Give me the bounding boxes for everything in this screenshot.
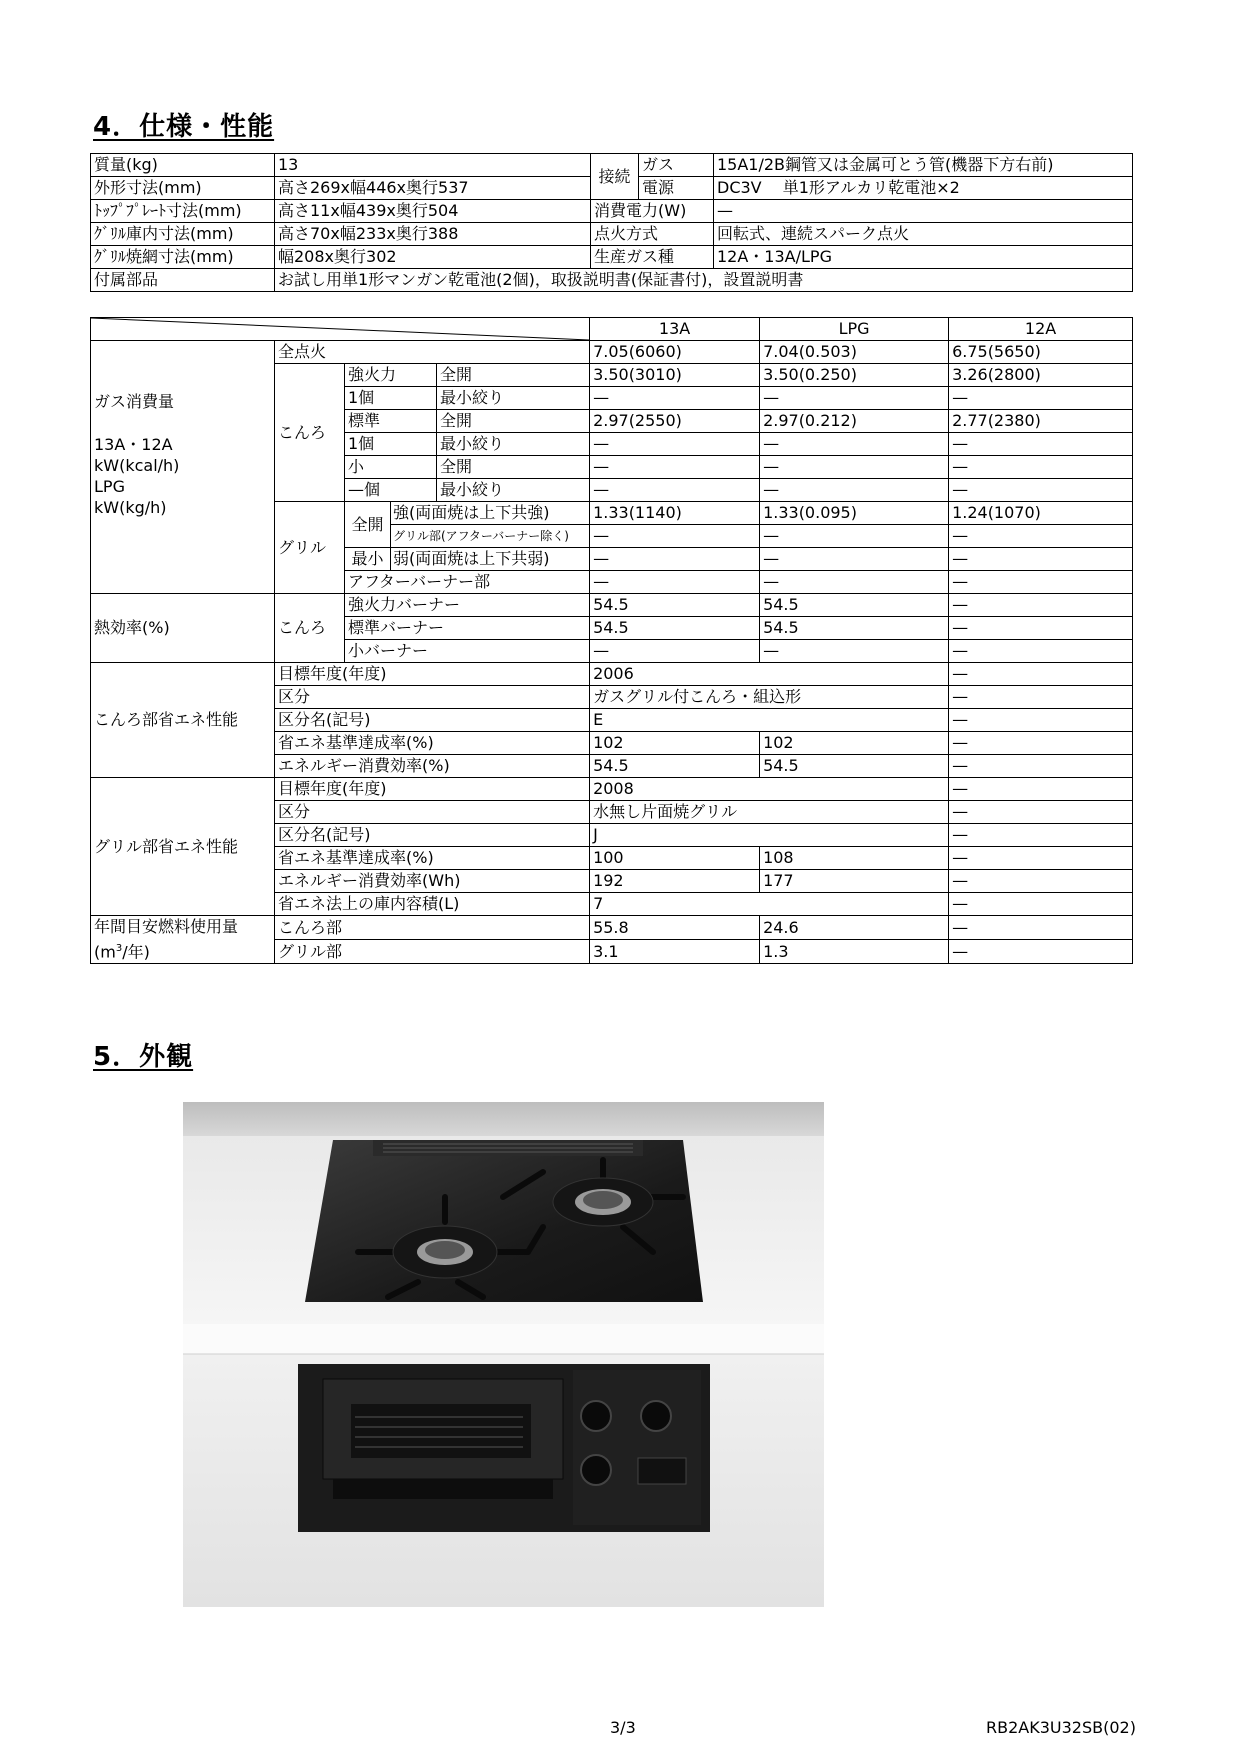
- std-label: 標準: [345, 410, 437, 433]
- cell-value: —: [949, 732, 1133, 755]
- gas-value: 15A1/2B鋼管又は金属可とう管(機器下方右前): [714, 154, 1133, 177]
- cell-value: —: [590, 479, 760, 502]
- eff-small-label: 小バーナー: [345, 640, 590, 663]
- cell-value: —: [760, 548, 949, 571]
- cell-value: —: [949, 893, 1133, 916]
- cell-value: 2006: [590, 663, 949, 686]
- cell-value: 7.05(6060): [590, 341, 760, 364]
- full-open-label: 全開: [437, 410, 590, 433]
- gas-consumption-label: ガス消費量: [94, 392, 175, 411]
- division-label: 区分: [275, 686, 590, 709]
- annual-grill-label: グリル部: [275, 940, 590, 964]
- afterburner-label: アフターバーナー部: [345, 571, 590, 594]
- cell-value: —: [949, 847, 1133, 870]
- target-year-label: 目標年度(年度): [275, 778, 590, 801]
- cell-value: 3.50(0.250): [760, 364, 949, 387]
- ignition-value: 回転式、連続スパーク点火: [714, 223, 1133, 246]
- eff-konro-label: こんろ: [275, 594, 345, 663]
- min-open-label: 最小絞り: [437, 479, 590, 502]
- energy-eff-label: エネルギー消費効率(%): [275, 755, 590, 778]
- all-ignition-label: 全点火: [275, 341, 590, 364]
- cell-value: 2.77(2380): [949, 410, 1133, 433]
- power-label: 電源: [639, 177, 714, 200]
- full-open-label: 全開: [437, 456, 590, 479]
- gas-type-value: 12A・13A/LPG: [714, 246, 1133, 269]
- cell-value: —: [949, 433, 1133, 456]
- cell-value: —: [949, 663, 1133, 686]
- unit-line: LPG: [94, 477, 125, 496]
- cell-value: 6.75(5650): [949, 341, 1133, 364]
- thermal-efficiency-label: 熱効率(%): [91, 594, 275, 663]
- cell-value: E: [590, 709, 949, 732]
- ignition-label: 点火方式: [591, 223, 714, 246]
- cell-value: 54.5: [590, 594, 760, 617]
- power-value: DC3V 単1形アルカリ乾電池×2: [714, 177, 1133, 200]
- std-count: 1個: [345, 433, 437, 456]
- page-number: 3/3: [610, 1718, 636, 1737]
- cell-value: 3.1: [590, 940, 760, 964]
- cell-value: 1.33(1140): [590, 502, 760, 525]
- grill-part-label: グリル部(アフターバーナー除く): [391, 525, 590, 548]
- cell-value: —: [949, 709, 1133, 732]
- eff-std-label: 標準バーナー: [345, 617, 590, 640]
- full-open-label: 全開: [437, 364, 590, 387]
- unit-line: 13A・12A: [94, 435, 173, 454]
- cell-value: 54.5: [760, 755, 949, 778]
- min-open-label: 最小絞り: [437, 433, 590, 456]
- cell-value: —: [760, 387, 949, 410]
- cell-value: —: [949, 824, 1133, 847]
- spec-label: 外形寸法(mm): [91, 177, 275, 200]
- connection-label: 接続: [591, 154, 639, 200]
- model-number: RB2AK3U32SB(02): [986, 1718, 1136, 1737]
- cell-value: —: [949, 617, 1133, 640]
- cell-value: —: [590, 571, 760, 594]
- cell-value: —: [760, 479, 949, 502]
- cell-value: 102: [590, 732, 760, 755]
- spec-label: 付属部品: [91, 269, 275, 292]
- cell-value: 7: [590, 893, 949, 916]
- unit-line: kW(kg/h): [94, 498, 167, 517]
- division-name-label: 区分名(記号): [275, 824, 590, 847]
- grill-weak-label: 弱(両面焼は上下共弱): [391, 548, 590, 571]
- cell-value: 1.24(1070): [949, 502, 1133, 525]
- spec-label: ｸﾞﾘﾙ焼網寸法(mm): [91, 246, 275, 269]
- grill-label: グリル: [275, 502, 345, 594]
- cell-value: —: [949, 686, 1133, 709]
- cell-value: —: [590, 548, 760, 571]
- cell-value: 2.97(0.212): [760, 410, 949, 433]
- konro-eco-label: こんろ部省エネ性能: [91, 663, 275, 778]
- min-open-label: 最小絞り: [437, 387, 590, 410]
- cell-value: 3.26(2800): [949, 364, 1133, 387]
- cell-value: —: [949, 571, 1133, 594]
- cell-value: 54.5: [760, 594, 949, 617]
- cell-value: —: [949, 479, 1133, 502]
- cell-value: —: [949, 640, 1133, 663]
- cell-value: J: [590, 824, 949, 847]
- spec-value: 幅208x奥行302: [275, 246, 591, 269]
- cell-value: 102: [760, 732, 949, 755]
- cell-value: 3.50(3010): [590, 364, 760, 387]
- cell-value: —: [760, 433, 949, 456]
- header-13a: 13A: [590, 318, 760, 341]
- grill-full-label: 全開: [345, 502, 391, 548]
- cell-value: 108: [760, 847, 949, 870]
- gas-consumption-group: [91, 341, 275, 594]
- diagonal-line: [91, 318, 589, 340]
- eco-rate-label: 省エネ基準達成率(%): [275, 847, 590, 870]
- annual-konro-label: こんろ部: [275, 916, 590, 940]
- header-12a: 12A: [949, 318, 1133, 341]
- grill-strong-label: 強(両面焼は上下共強): [391, 502, 590, 525]
- gas-type-label: 生産ガス種: [591, 246, 714, 269]
- spec-value: 高さ11x幅439x奥行504: [275, 200, 591, 223]
- division-label: 区分: [275, 801, 590, 824]
- small-count: —個: [345, 479, 437, 502]
- volume-label: 省エネ法上の庫内容積(L): [275, 893, 590, 916]
- cell-value: 54.5: [760, 617, 949, 640]
- cell-value: ガスグリル付こんろ・組込形: [590, 686, 949, 709]
- cell-value: —: [949, 778, 1133, 801]
- cell-value: —: [949, 594, 1133, 617]
- cell-value: —: [590, 456, 760, 479]
- cell-value: —: [760, 456, 949, 479]
- unit-line: kW(kcal/h): [94, 456, 180, 475]
- cell-value: 2008: [590, 778, 949, 801]
- cell-value: 177: [760, 870, 949, 893]
- cell-value: 2.97(2550): [590, 410, 760, 433]
- cell-value: —: [590, 525, 760, 548]
- consumption-label: 消費電力(W): [591, 200, 714, 223]
- stove-illustration: [183, 1102, 824, 1607]
- spec-value: お試し用単1形マンガン乾電池(2個)，取扱説明書(保証書付)，設置説明書: [275, 269, 1133, 292]
- cell-value: —: [949, 916, 1133, 940]
- cell-value: —: [949, 801, 1133, 824]
- cell-value: —: [760, 571, 949, 594]
- spec-label: ﾄｯﾌﾟﾌﾟﾚｰﾄ寸法(mm): [91, 200, 275, 223]
- product-photo: [183, 1102, 824, 1607]
- gas-label: ガス: [639, 154, 714, 177]
- cell-value: 192: [590, 870, 760, 893]
- spec-value: 高さ269x幅446x奥行537: [275, 177, 591, 200]
- performance-table: [90, 317, 1133, 964]
- cell-value: —: [949, 548, 1133, 571]
- cell-value: —: [590, 640, 760, 663]
- cell-value: 1.3: [760, 940, 949, 964]
- eff-strong-label: 強火力バーナー: [345, 594, 590, 617]
- spec-label: ｸﾞﾘﾙ庫内寸法(mm): [91, 223, 275, 246]
- spec-value: 高さ70x幅233x奥行388: [275, 223, 591, 246]
- diagonal-header-cell: [91, 318, 590, 341]
- annual-label-line1: 年間目安燃料使用量: [94, 917, 239, 936]
- cell-value: —: [949, 456, 1133, 479]
- strong-label: 強火力: [345, 364, 437, 387]
- cell-value: 水無し片面焼グリル: [590, 801, 949, 824]
- consumption-value: —: [714, 200, 1133, 223]
- division-name-label: 区分名(記号): [275, 709, 590, 732]
- cell-value: 55.8: [590, 916, 760, 940]
- cell-value: 54.5: [590, 617, 760, 640]
- annual-label-line2: ($m^3/$年): [94, 942, 150, 962]
- spec-value: 13: [275, 154, 591, 177]
- small-label: 小: [345, 456, 437, 479]
- header-lpg: LPG: [760, 318, 949, 341]
- konro-label: こんろ: [275, 364, 345, 502]
- cell-value: 100: [590, 847, 760, 870]
- cell-value: 1.33(0.095): [760, 502, 949, 525]
- energy-eff-wh-label: エネルギー消費効率(Wh): [275, 870, 590, 893]
- cell-value: —: [949, 525, 1133, 548]
- cell-value: —: [949, 940, 1133, 964]
- cell-value: —: [949, 387, 1133, 410]
- cell-value: —: [590, 433, 760, 456]
- strong-count: 1個: [345, 387, 437, 410]
- cell-value: —: [760, 525, 949, 548]
- section-4-title: 4．仕様・性能: [93, 112, 275, 142]
- spec-table: [90, 153, 1133, 292]
- spec-label: 質量(kg): [91, 154, 275, 177]
- eco-rate-label: 省エネ基準達成率(%): [275, 732, 590, 755]
- cell-value: —: [590, 387, 760, 410]
- annual-label: [91, 916, 275, 964]
- section-5-title: 5．外観: [93, 1042, 194, 1072]
- cell-value: 7.04(0.503): [760, 341, 949, 364]
- grill-min-label: 最小: [345, 548, 391, 571]
- cell-value: —: [949, 755, 1133, 778]
- grill-eco-label: グリル部省エネ性能: [91, 778, 275, 916]
- cell-value: 54.5: [590, 755, 760, 778]
- target-year-label: 目標年度(年度): [275, 663, 590, 686]
- cell-value: 24.6: [760, 916, 949, 940]
- cell-value: —: [760, 640, 949, 663]
- cell-value: —: [949, 870, 1133, 893]
